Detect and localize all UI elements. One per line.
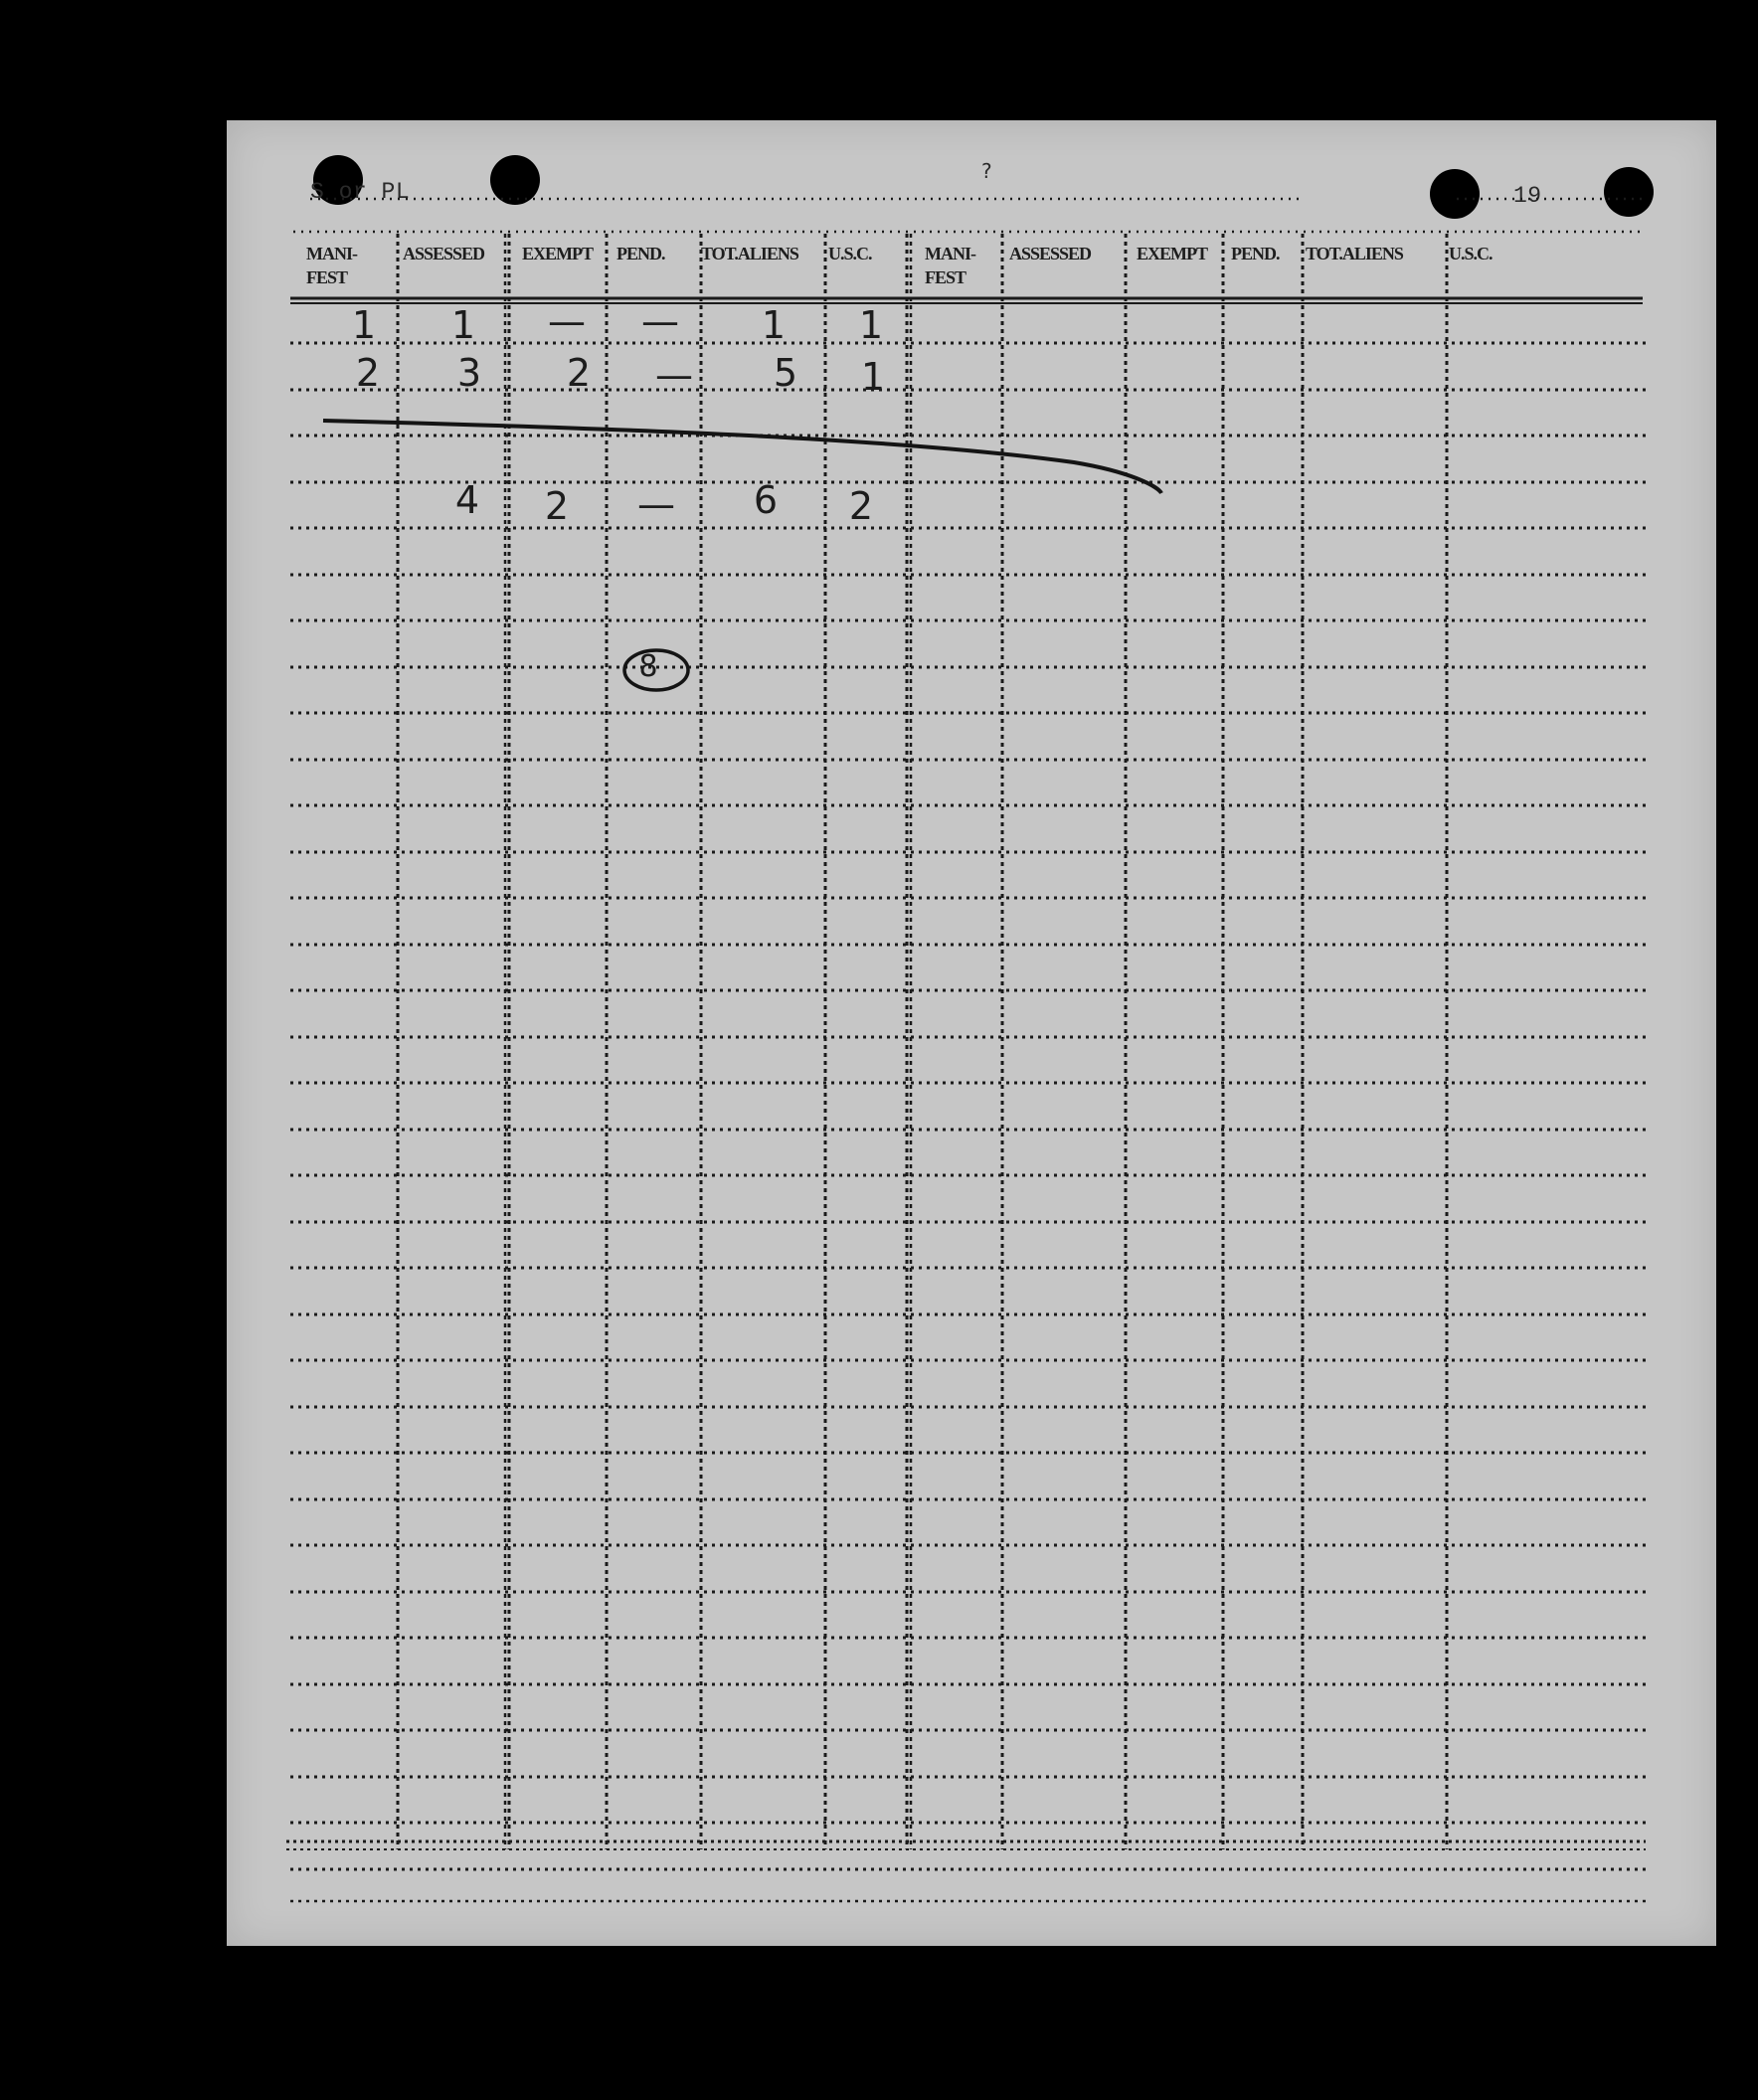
col-header-tot-aliens: TOT.ALIENS [701, 244, 798, 263]
handwritten-strike-line [323, 421, 1161, 493]
total-tot-aliens: 6 [753, 478, 779, 522]
col-header-usc: U.S.C. [828, 244, 872, 263]
row2-exempt: 2 [566, 351, 592, 395]
circled-total: 8 [638, 649, 658, 684]
col-header-assessed-2: ASSESSED [1009, 244, 1092, 263]
col-header-manifest: MANI- FEST [306, 244, 357, 287]
col-header-exempt: EXEMPT [522, 244, 594, 263]
station-label: S or PL [310, 179, 411, 205]
col-header-assessed: ASSESSED [403, 244, 485, 263]
row1-pend: — [641, 299, 679, 343]
row2-manifest: 2 [355, 351, 381, 395]
row2-pend: — [655, 353, 693, 397]
col-header-exempt-2: EXEMPT [1137, 244, 1208, 263]
stray-mark: ? [981, 159, 993, 183]
row2-tot-aliens: 5 [773, 351, 798, 395]
total-assessed: 4 [454, 478, 480, 522]
row2-assessed: 3 [456, 351, 482, 395]
total-usc: 2 [848, 484, 874, 528]
total-exempt: 2 [544, 484, 570, 528]
col-header-manifest-2: MANI- FEST [925, 244, 975, 287]
col-header-pend-2: PEND. [1231, 244, 1280, 263]
col-header-pend: PEND. [616, 244, 665, 263]
year-label: 19 [1513, 183, 1542, 209]
col-header-usc-2: U.S.C. [1449, 244, 1493, 263]
row2-usc: 1 [860, 355, 886, 399]
row1-assessed: 1 [450, 303, 476, 347]
total-pend: — [637, 482, 675, 526]
row1-tot-aliens: 1 [761, 303, 787, 347]
row1-exempt: — [548, 299, 586, 343]
col-header-tot-aliens-2: TOT.ALIENS [1306, 244, 1403, 263]
row1-usc: 1 [858, 303, 884, 347]
row1-manifest: 1 [351, 303, 377, 347]
